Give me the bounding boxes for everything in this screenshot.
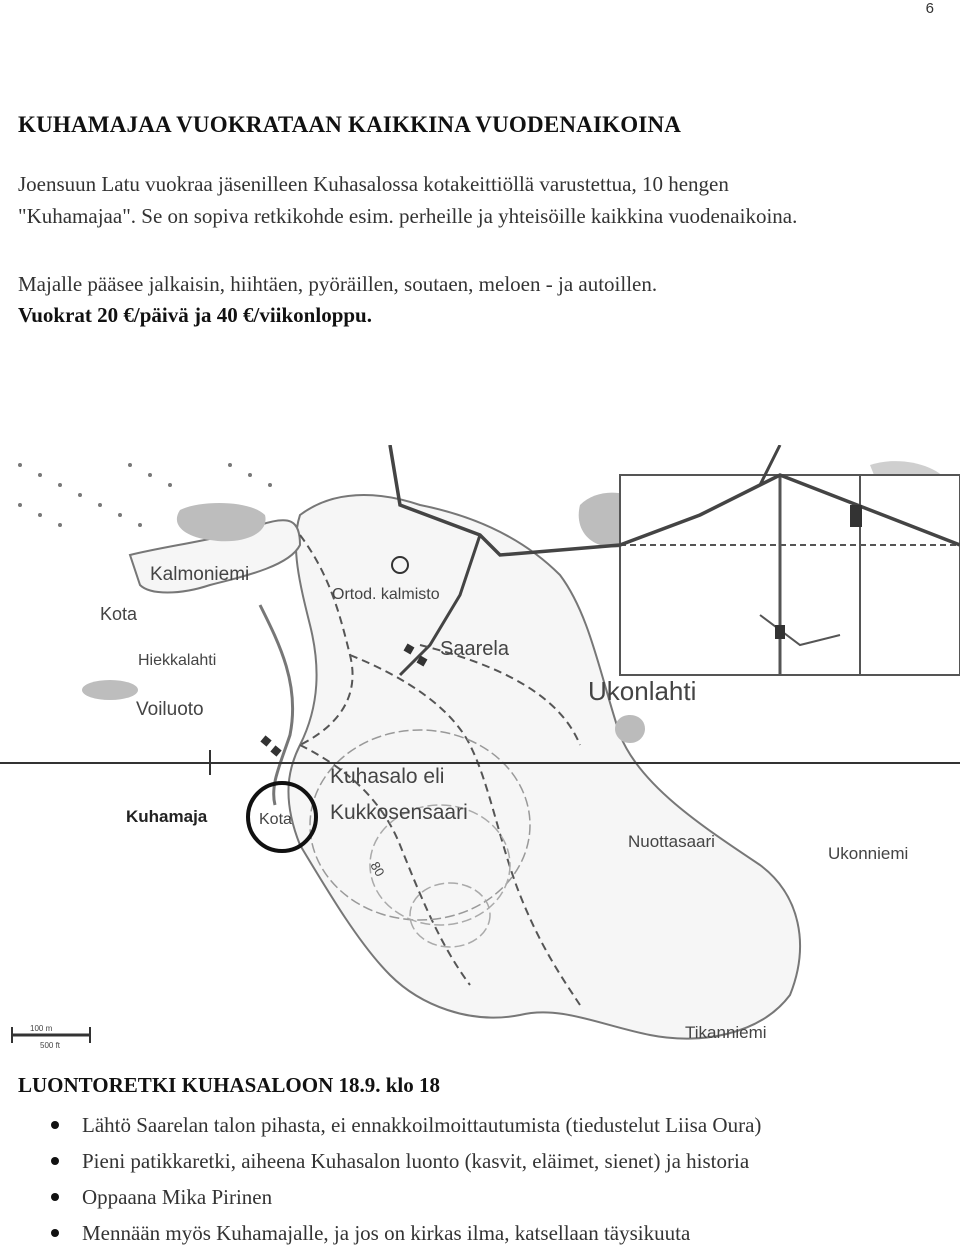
list-item: [0, 1107, 960, 1143]
label-kuhasalo-2: Kukkosensaari: [330, 801, 468, 824]
small-islet: [82, 680, 138, 700]
intro-line-2: "Kuhamajaa". Se on sopiva retkikohde esim. perheille ja yhteisöille kaikkina vuodenaikoina.: [18, 204, 798, 228]
label-hiekkalahti: Hiekkalahti: [138, 652, 217, 669]
label-saarela: Saarela: [440, 638, 509, 660]
intro-paragraph: [18, 168, 797, 232]
label-kuhasalo-1: Kuhasalo eli: [330, 765, 445, 788]
label-scale-m: 100 m: [30, 1024, 53, 1033]
label-tikanniemi: Tikanniemi: [685, 1023, 767, 1042]
label-kalmoniemi: Kalmoniemi: [150, 564, 250, 585]
label-contour-80: 80: [367, 859, 388, 880]
label-kota-top: Kota: [100, 604, 138, 624]
kuhasalo-map: [0, 445, 960, 1053]
label-voiluoto: Voiluoto: [136, 699, 204, 720]
label-ukonniemi: Ukonniemi: [828, 844, 909, 863]
list-item-text: Oppaana Mika Pirinen: [82, 1185, 273, 1209]
map-svg: [0, 445, 960, 1053]
page-title: KUHAMAJAA VUOKRATAAN KAIKKINA VUODENAIKOINA: [18, 112, 682, 137]
event-details-list: [0, 1107, 960, 1251]
label-kuhamaja: Kuhamaja: [126, 807, 208, 826]
event-heading: LUONTORETKI KUHASALOON 18.9. klo 18: [18, 1073, 441, 1097]
label-nuottasaari: Nuottasaari: [628, 832, 715, 851]
list-item: [0, 1143, 960, 1179]
list-item: [0, 1215, 960, 1251]
intro-line-1: Joensuun Latu vuokraa jäsenilleen Kuhasalossa kotakeittiöllä varustettua, 10 hengen: [18, 172, 729, 196]
label-kota-circle: Kota: [259, 811, 292, 828]
label-ortod-kalmisto: Ortod. kalmisto: [332, 586, 440, 603]
access-paragraph: Majalle pääsee jalkaisin, hiihtäen, pyöräillen, soutaen, meloen - ja autoillen.: [18, 272, 658, 296]
rent-info: Vuokrat 20 €/päivä ja 40 €/viikonloppu.: [18, 303, 372, 327]
bullet-icon: [51, 1193, 59, 1201]
list-item-text: Pieni patikkaretki, aiheena Kuhasalon luonto (kasvit, eläimet, sienet) ja historia: [82, 1149, 750, 1173]
list-item-text: Mennään myös Kuhamajalle, ja jos on kirkas ilma, katsellaan täysikuuta: [82, 1221, 691, 1245]
location-pin-icon: [615, 715, 645, 743]
list-item: [0, 1179, 960, 1215]
label-ukonlahti: Ukonlahti: [588, 676, 697, 706]
label-scale-ft: 500 ft: [40, 1041, 61, 1050]
page-number: 6: [925, 0, 934, 17]
bullet-icon: [51, 1121, 59, 1129]
bullet-icon: [51, 1229, 59, 1237]
bullet-icon: [51, 1157, 59, 1165]
list-item-text: Lähtö Saarelan talon pihasta, ei ennakkoilmoittautumista (tiedustelut Liisa Oura): [82, 1113, 762, 1137]
